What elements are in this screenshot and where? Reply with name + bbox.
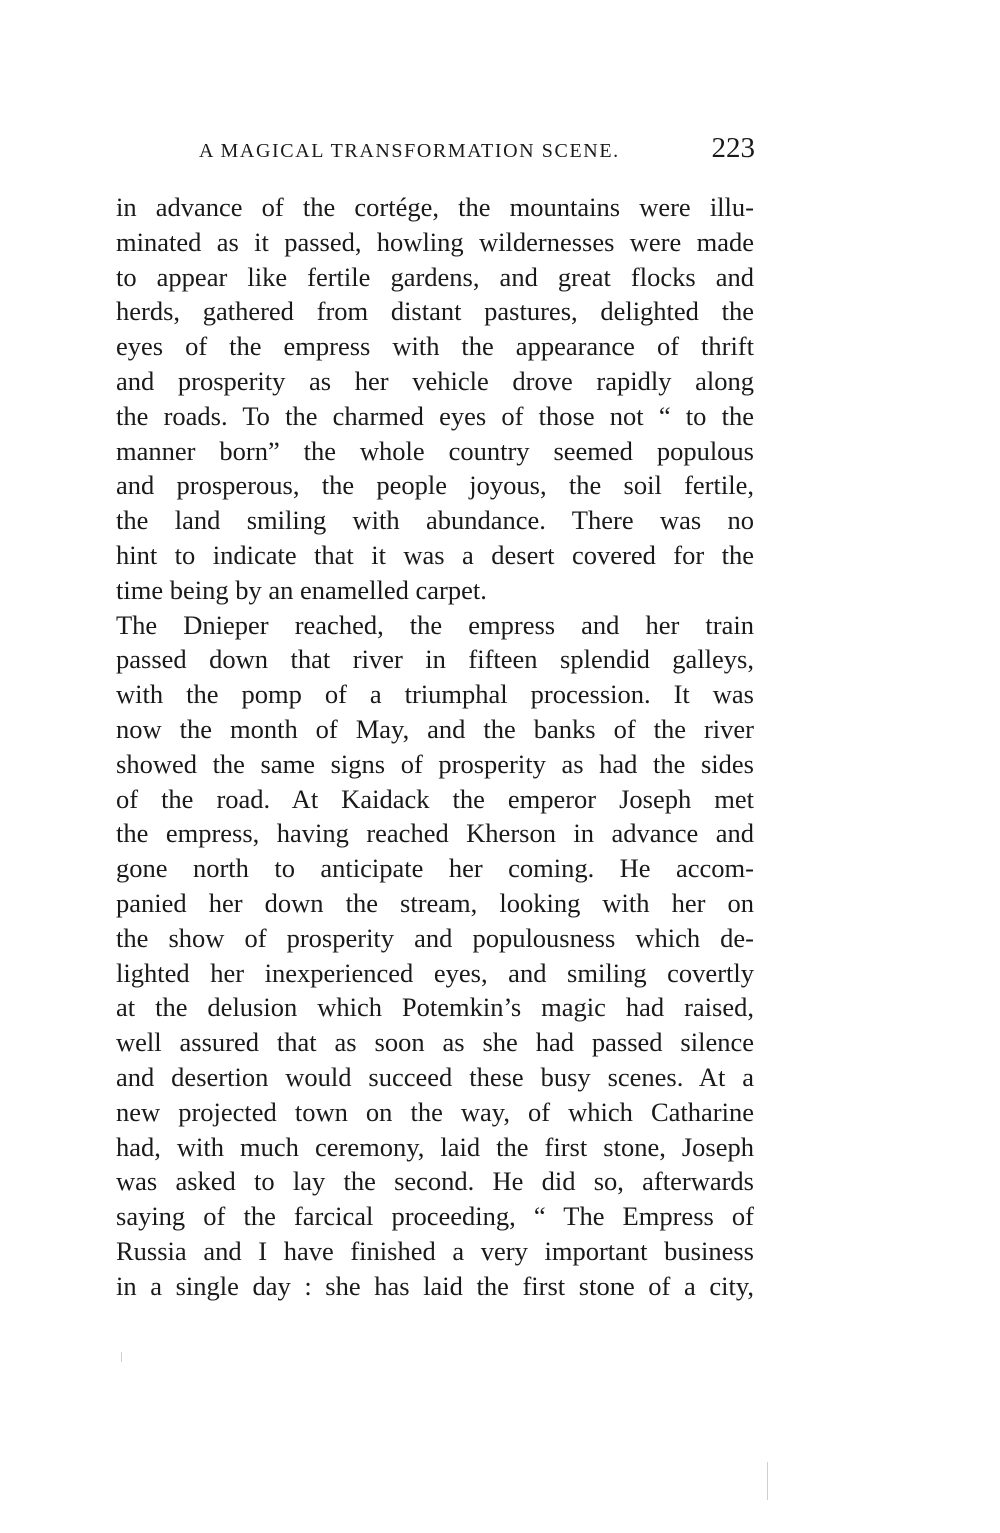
text-line: herds, gathered from distant pastures, delighted the xyxy=(116,296,754,327)
text-line: lighted her inexperienced eyes, and smiling covertly xyxy=(116,957,754,988)
text-line: gone north to anticipate her coming. He accom- xyxy=(116,853,754,884)
scan-speck xyxy=(767,1462,768,1500)
text-line: the land smiling with abundance. There was no xyxy=(116,505,754,536)
running-title: A MAGICAL TRANSFORMATION SCENE. xyxy=(199,140,620,162)
text-line-paragraph-start: The Dnieper reached, the empress and her train xyxy=(116,609,754,640)
text-line: was asked to lay the second. He did so, afterwards xyxy=(116,1166,754,1197)
text-line: with the pomp of a triumphal procession. It was xyxy=(116,679,754,710)
text-line: passed down that river in fifteen splendid galleys, xyxy=(116,644,754,675)
text-line: well assured that as soon as she had passed silence xyxy=(116,1027,754,1058)
body-text xyxy=(116,190,754,1304)
text-line: the roads. To the charmed eyes of those not “ to the xyxy=(116,400,754,431)
scan-speck xyxy=(121,1352,122,1362)
text-line: the show of prosperity and populousness which de- xyxy=(116,922,754,953)
page-number: 223 xyxy=(711,132,755,164)
text-line: in advance of the cortége, the mountains were illu- xyxy=(116,192,754,222)
text-line: hint to indicate that it was a desert covered for the xyxy=(116,539,754,570)
text-line: showed the same signs of prosperity as had the sides xyxy=(116,748,754,779)
text-line: panied her down the stream, looking with her on xyxy=(116,887,754,918)
text-line: at the delusion which Potemkin’s magic had raised, xyxy=(116,992,754,1023)
text-line: now the month of May, and the banks of the river xyxy=(116,713,754,744)
text-line: eyes of the empress with the appearance of thrift xyxy=(116,331,754,362)
text-line: minated as it passed, howling wildernesses were made xyxy=(116,226,754,257)
text-line: saying of the farcical proceeding, “ The Empress of xyxy=(116,1201,754,1232)
text-line: of the road. At Kaidack the emperor Joseph met xyxy=(116,783,754,814)
text-line: and desertion would succeed these busy scenes. At a xyxy=(116,1061,754,1092)
text-line: and prosperous, the people joyous, the soil fertile, xyxy=(116,470,754,501)
text-line: Russia and I have finished a very important business xyxy=(116,1235,754,1266)
text-line: the empress, having reached Kherson in advance and xyxy=(116,818,754,849)
text-line: to appear like fertile gardens, and great flocks and xyxy=(116,261,754,292)
text-line: manner born” the whole country seemed populous xyxy=(116,435,754,466)
text-line: had, with much ceremony, laid the first stone, Joseph xyxy=(116,1131,754,1162)
text-line: in a single day : she has laid the first stone of a city, xyxy=(116,1270,754,1301)
text-line-paragraph-end: time being by an enamelled carpet. xyxy=(116,574,487,605)
text-line: and prosperity as her vehicle drove rapidly along xyxy=(116,365,754,396)
running-head xyxy=(115,134,755,174)
text-line: new projected town on the way, of which Catharine xyxy=(116,1096,754,1127)
